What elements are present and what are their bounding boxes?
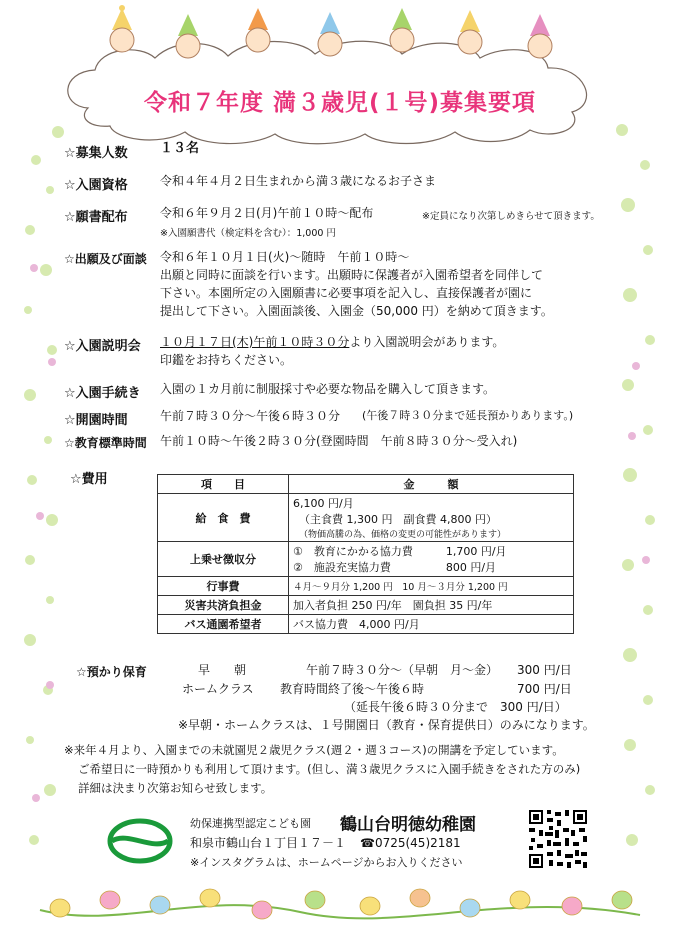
fee-amount-insurance: 加入者負担 250 円/年 園負担 35 円/年 xyxy=(289,596,574,615)
footer-type: 幼保連携型認定こども園 xyxy=(190,817,311,830)
procedure-label: ☆入園手続き xyxy=(64,386,141,401)
recruit-label: ☆募集人数 xyxy=(64,146,128,161)
fee-extra-l1: ① 教育にかかる協力費 1,700 円/月 xyxy=(293,545,507,558)
notice-line2: ご希望日に一時預かりも利用して頂けます。(但し、満３歳児クラスに入園手続きをされた方のみ) xyxy=(78,762,581,776)
care-home-name: ホームクラス xyxy=(182,682,254,696)
fee-item-lunch: 給 食 費 xyxy=(158,494,289,542)
fees-header-row xyxy=(158,475,574,494)
table-row xyxy=(158,494,574,542)
fees-label: ☆費用 xyxy=(70,472,108,487)
table-row xyxy=(158,615,574,634)
fees-header-amount: 金 額 xyxy=(289,475,574,494)
eligibility-value: 令和４年４月２日生まれから満３歳になるお子さま xyxy=(160,174,437,188)
table-row xyxy=(158,542,574,577)
interview-line2: 出願と同時に面談を行います。出願時に保護者が入園希望者を同伴して xyxy=(160,268,544,282)
care-label: ☆預かり保育 xyxy=(76,665,147,679)
distribution-note: ※定員になり次第しめきらせて頂きます。 xyxy=(422,211,600,222)
fees-header-item: 項 目 xyxy=(158,475,289,494)
fees-table xyxy=(157,474,574,634)
footer-school-name: 鶴山台明徳幼稚園 xyxy=(340,815,476,835)
interview-line1: 令和６年１０月１日(火)～随時 午前１０時～ xyxy=(160,250,410,264)
chicks-vine xyxy=(40,889,640,919)
fee-item-insurance: 災害共済負担金 xyxy=(158,596,289,615)
hours-label: ☆開園時間 xyxy=(64,413,128,428)
care-home-time: 教育時間終了後～午後６時 xyxy=(280,682,425,696)
fee-amount-lunch xyxy=(289,494,574,542)
briefing-date: １０月１７日(木)午前１０時３０分 xyxy=(160,335,350,349)
fee-amount-extra xyxy=(289,542,574,577)
distribution-sub: ※入園願書代（検定料を含む）：1,000 円 xyxy=(160,228,336,239)
footer-instagram-note: ※インスタグラムは、ホームページからお入りください xyxy=(190,856,463,869)
care-morning-time: 午前７時３０分～（早朝 月～金） xyxy=(306,663,499,677)
page-title: 令和７年度 満３歳児(１号)募集要項 xyxy=(143,90,537,116)
care-morning-fee: 300 円/日 xyxy=(517,663,572,677)
fee-item-extra: 上乗せ徴収分 xyxy=(158,542,289,577)
table-row xyxy=(158,577,574,596)
footer-phone: ☎0725(45)2181 xyxy=(360,836,461,850)
distribution-label: ☆願書配布 xyxy=(64,210,128,225)
care-home-fee: 700 円/日 xyxy=(517,682,572,696)
fee-lunch-l3: （物価高騰の為、価格の変更の可能性があります） xyxy=(299,530,507,540)
kids-illustration xyxy=(110,5,552,58)
fee-item-bus: バス通園希望者 xyxy=(158,615,289,634)
briefing-rest: より入園説明会があります。 xyxy=(349,335,505,349)
footer-address: 和泉市鶴山台１丁目１７－１ xyxy=(190,836,347,850)
briefing-line1 xyxy=(160,333,504,351)
fee-amount-bus: バス協力費 4,000 円/月 xyxy=(289,615,574,634)
hours-note: (午後７時３０分まで延長預かりあります。) xyxy=(362,409,574,422)
eligibility-label: ☆入園資格 xyxy=(64,178,128,193)
notice-line1: ※来年４月より、入園までの未就園児２歳児クラス(週２・週３コース)の開講を予定しています。 xyxy=(64,743,564,757)
notice-line3: 詳細は決まり次第お知らせ致します。 xyxy=(78,781,273,795)
care-note: ※早朝・ホームクラスは、１号開園日（教育・保育提供日）のみになります。 xyxy=(178,718,595,732)
standard-label: ☆教育標準時間 xyxy=(64,436,147,450)
table-row xyxy=(158,596,574,615)
recruit-value: １３名 xyxy=(160,141,200,156)
briefing-label: ☆入園説明会 xyxy=(64,339,141,354)
distribution-value: 令和６年９月２日(月)午前１０時～配布 xyxy=(160,206,374,220)
care-morning-name: 早 朝 xyxy=(198,663,247,677)
fee-item-events: 行事費 xyxy=(158,577,289,596)
standard-value: 午前１０時～午後２時３０分(登園時間 午前８時３０分～受入れ) xyxy=(160,434,518,448)
hours-value: 午前７時３０分～午後６時３０分 xyxy=(160,409,341,423)
fee-amount-events: ４月～９月分 1,200 円 10 月～３月分 1,200 円 xyxy=(289,577,574,596)
briefing-line2: 印鑑をお持ちください。 xyxy=(160,353,293,367)
interview-label: ☆出願及び面談 xyxy=(64,252,147,266)
care-ext-time: （延長午後６時３０分まで 300 円/日） xyxy=(344,700,567,714)
fee-lunch-l1: 6,100 円/月 xyxy=(293,497,354,510)
interview-line4: 提出して下さい。入園面談後、入園金（50,000 円）を納めて頂きます。 xyxy=(160,304,553,318)
school-logo xyxy=(107,817,173,865)
procedure-value: 入園の１カ月前に制服採寸や必要な物品を購入して頂きます。 xyxy=(160,382,496,396)
qr-code-icon xyxy=(527,808,589,870)
fee-extra-l2: ② 施設充実協力費 800 円/月 xyxy=(293,561,497,574)
fee-lunch-l2: （主食費 1,300 円 副食費 4,800 円） xyxy=(299,513,497,526)
interview-line3: 下さい。本園所定の入園願書に必要事項を記入し、直接保護者が園に xyxy=(160,286,533,300)
